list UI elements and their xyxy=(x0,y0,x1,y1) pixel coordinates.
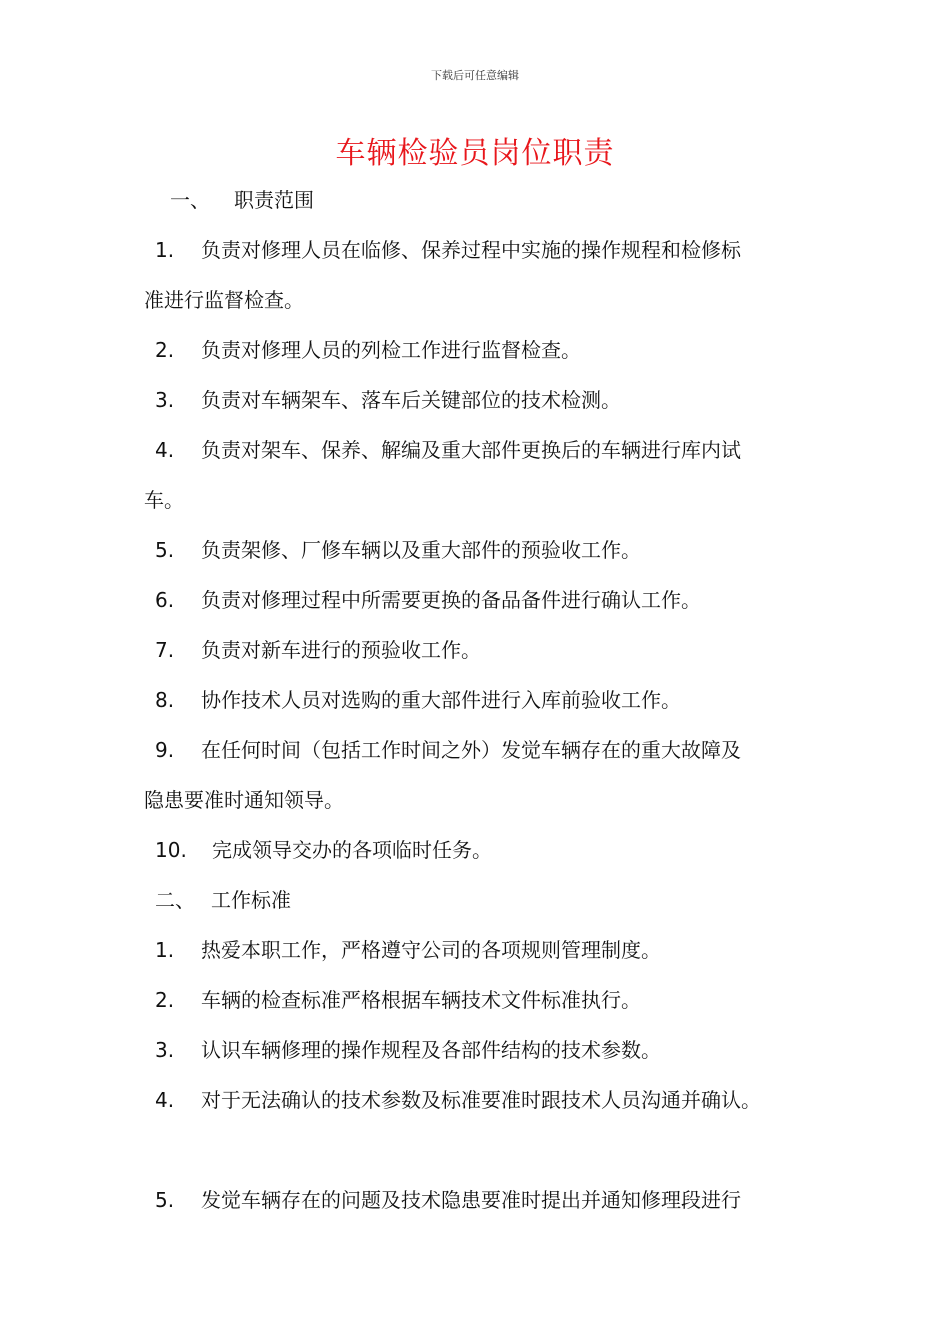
section-number: 二、 xyxy=(155,888,195,912)
list-item-continuation: 准进行监督检查。 xyxy=(144,288,304,312)
list-item: 2. 负责对修理人员的列检工作进行监督检查。 xyxy=(155,338,581,362)
list-item-continuation: 隐患要准时通知领导。 xyxy=(144,788,344,812)
section-heading-1 xyxy=(170,186,314,214)
section-label: 工作标准 xyxy=(211,888,291,912)
section-number: 一、 xyxy=(170,188,210,212)
list-item: 2. 车辆的检查标准严格根据车辆技术文件标准执行。 xyxy=(155,988,641,1012)
list-item: 1. 负责对修理人员在临修、保养过程中实施的操作规程和检修标 xyxy=(155,238,741,262)
list-item: 10. 完成领导交办的各项临时任务。 xyxy=(155,838,492,862)
list-item: 5. 负责架修、厂修车辆以及重大部件的预验收工作。 xyxy=(155,538,641,562)
list-item: 1. 热爱本职工作，严格遵守公司的各项规则管理制度。 xyxy=(155,938,661,962)
list-item: 4. 负责对架车、保养、解编及重大部件更换后的车辆进行库内试 xyxy=(155,438,741,462)
section-label: 职责范围 xyxy=(234,188,314,212)
section-heading-2 xyxy=(155,886,291,914)
list-item: 6. 负责对修理过程中所需要更换的备品备件进行确认工作。 xyxy=(155,588,701,612)
list-item: 3. 认识车辆修理的操作规程及各部件结构的技术参数。 xyxy=(155,1038,661,1062)
list-item: 4. 对于无法确认的技术参数及标准要准时跟技术人员沟通并确认。 xyxy=(155,1088,761,1112)
list-item: 9. 在任何时间（包括工作时间之外）发觉车辆存在的重大故障及 xyxy=(155,738,741,762)
list-item: 7. 负责对新车进行的预验收工作。 xyxy=(155,638,481,662)
list-item: 5. 发觉车辆存在的问题及技术隐患要准时提出并通知修理段进行 xyxy=(155,1188,741,1212)
list-item-continuation: 车。 xyxy=(144,488,184,512)
list-item: 8. 协作技术人员对选购的重大部件进行入库前验收工作。 xyxy=(155,688,681,712)
page-header: 下载后可任意编辑 xyxy=(431,69,519,82)
document-title: 车辆检验员岗位职责 xyxy=(335,136,615,171)
list-item: 3. 负责对车辆架车、落车后关键部位的技术检测。 xyxy=(155,388,621,412)
